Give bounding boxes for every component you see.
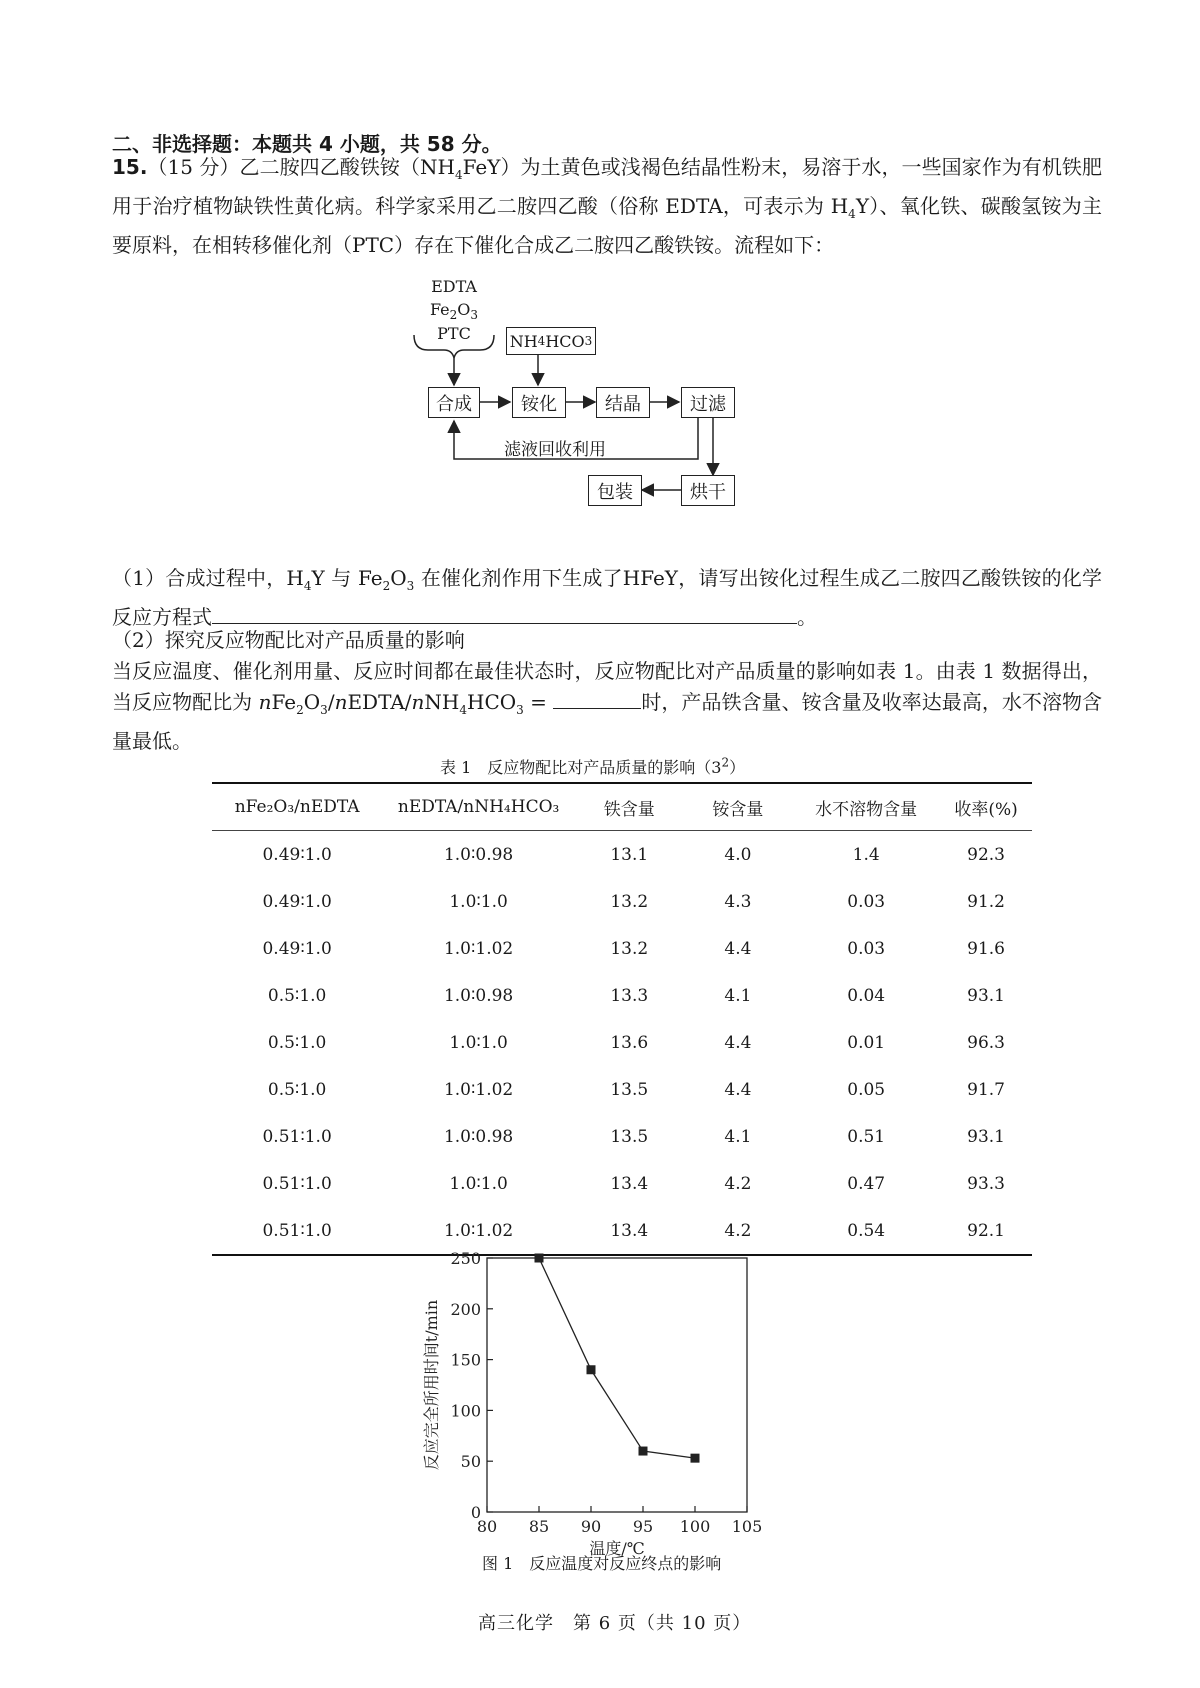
x-tick-label: 85 bbox=[528, 1517, 550, 1536]
col-header: nEDTA/nNH₄HCO₃ bbox=[397, 797, 560, 817]
table-row: 0.49∶1.0 1.0∶1.0 13.2 4.3 0.03 91.2 bbox=[262, 891, 1005, 912]
step-crystallization: 结晶 bbox=[596, 387, 650, 418]
subquestion-2-title: （2）探究反应物配比对产品质量的影响 bbox=[112, 628, 465, 652]
x-tick-label: 90 bbox=[580, 1517, 602, 1536]
nh4hco3-box: NH 4 HCO 3 bbox=[506, 327, 596, 355]
ratio-table bbox=[212, 782, 1032, 1256]
plot-frame bbox=[487, 1258, 747, 1512]
y-tick-label: 50 bbox=[460, 1452, 481, 1472]
col-header: 水不溶物含量 bbox=[815, 799, 918, 820]
step-ammoniation: 铵化 bbox=[512, 387, 566, 418]
data-point bbox=[639, 1447, 648, 1456]
question-points: （15 分） bbox=[147, 155, 240, 179]
input-fe2o3: $Fe_2O_3$ bbox=[429, 300, 479, 323]
input-ptc: PTC bbox=[437, 324, 471, 343]
col-header: 收率(%) bbox=[954, 799, 1018, 820]
table-header-row bbox=[212, 783, 1032, 831]
x-tick-label: 95 bbox=[632, 1517, 654, 1536]
data-point bbox=[535, 1254, 544, 1263]
y-tick-label: 250 bbox=[450, 1249, 481, 1268]
col-header: nFe₂O₃/nEDTA bbox=[234, 797, 360, 817]
step-drying: 烘干 bbox=[681, 475, 735, 506]
col-header: 铵含量 bbox=[712, 799, 764, 820]
subquestion-1: （1）合成过程中，$H_4Y$ 与 $Fe_2O_3$ 在催化剂作用下生成了HFeY，请写出铵化过程生成乙二胺四乙酸铁铵的化学反应方程式 。 bbox=[112, 566, 1102, 629]
table-row: 0.5∶1.0 1.0∶0.98 13.3 4.1 0.04 93.1 bbox=[267, 985, 1005, 1006]
table-row: 0.5∶1.0 1.0∶1.02 13.5 4.4 0.05 91.7 bbox=[267, 1079, 1005, 1100]
data-point bbox=[587, 1365, 596, 1374]
y-tick-label: 200 bbox=[450, 1299, 481, 1319]
x-tick-label: 80 bbox=[476, 1517, 498, 1536]
answer-blank-1[interactable] bbox=[212, 603, 797, 624]
x-axis-label: 温度/℃ bbox=[589, 1539, 645, 1558]
step-synthesis: 合成 bbox=[428, 387, 480, 418]
input-edta: EDTA bbox=[431, 277, 477, 296]
data-point bbox=[691, 1454, 700, 1463]
answer-blank-2[interactable] bbox=[553, 688, 641, 709]
table-row: 0.51∶1.0 1.0∶1.0 13.4 4.2 0.47 93.3 bbox=[262, 1173, 1005, 1194]
page-footer: 高三化学 第 6 页（共 10 页） bbox=[478, 1613, 752, 1634]
flowchart-lines bbox=[430, 292, 810, 557]
table-row: 0.51∶1.0 1.0∶1.02 13.4 4.2 0.54 92.1 bbox=[212, 1207, 1032, 1255]
table-row: 0.5∶1.0 1.0∶1.0 13.6 4.4 0.01 96.3 bbox=[267, 1032, 1005, 1053]
question-intro: 15.（15 分）乙二胺四乙酸铁铵$(NH_4FeY)$为土黄色或浅褐色结晶性粉末，易溶于水，一些国家作为有机铁肥用于治疗植物缺铁性黄化病。科学家采用乙二胺四乙酸（俗称 EDTA，可表示为 $H_4Y$）、氧化铁、碳酸氢铵为主要原料，在相转移催化剂（PTC）存在下催化合成乙二胺四乙酸铁铵。流程如下： bbox=[112, 155, 1102, 257]
y-tick-label: 0 bbox=[470, 1503, 481, 1522]
temperature-chart bbox=[400, 1240, 840, 1558]
y-axis-label: 反应完全所用时间t/min bbox=[422, 1299, 441, 1471]
table-row: 0.49∶1.0 1.0∶1.02 13.2 4.4 0.03 91.6 bbox=[262, 938, 1005, 959]
x-tick-label: 100 bbox=[679, 1517, 711, 1536]
section-heading: 二、非选择题：本题共 4 小题，共 58 分。 bbox=[112, 132, 502, 156]
step-filtration: 过滤 bbox=[681, 387, 735, 418]
y-tick-label: 150 bbox=[450, 1350, 481, 1370]
col-header: 铁含量 bbox=[603, 799, 655, 820]
table-row: 0.51∶1.0 1.0∶0.98 13.5 4.1 0.51 93.1 bbox=[262, 1126, 1005, 1147]
figure-caption: 图 1 反应温度对反应终点的影响 bbox=[482, 1554, 722, 1573]
y-tick-label: 100 bbox=[450, 1401, 481, 1421]
subquestion-2-text: 当反应温度、催化剂用量、反应时间都在最佳状态时，反应物配比对产品质量的影响如表 1。由表 1 数据得出，当反应物配比为 $nFe_2O_3/nEDTA/nNH_4HCO_3$ = 时，产品铁含量、铵含量及收率达最高，水不溶物含量最低。 bbox=[112, 659, 1103, 753]
recycle-label: 滤液回收利用 bbox=[504, 440, 606, 460]
table-row: 0.49∶1.0 1.0∶0.98 13.1 4.0 1.4 92.3 bbox=[262, 844, 1005, 865]
x-tick-label: 105 bbox=[731, 1517, 763, 1536]
series-line bbox=[539, 1258, 695, 1458]
process-flowchart bbox=[429, 277, 810, 557]
step-packaging: 包装 bbox=[588, 475, 642, 506]
table-caption: 表 1 反应物配比对产品质量的影响$(3^2)$ bbox=[440, 755, 746, 777]
question-number: 15. bbox=[112, 155, 148, 179]
